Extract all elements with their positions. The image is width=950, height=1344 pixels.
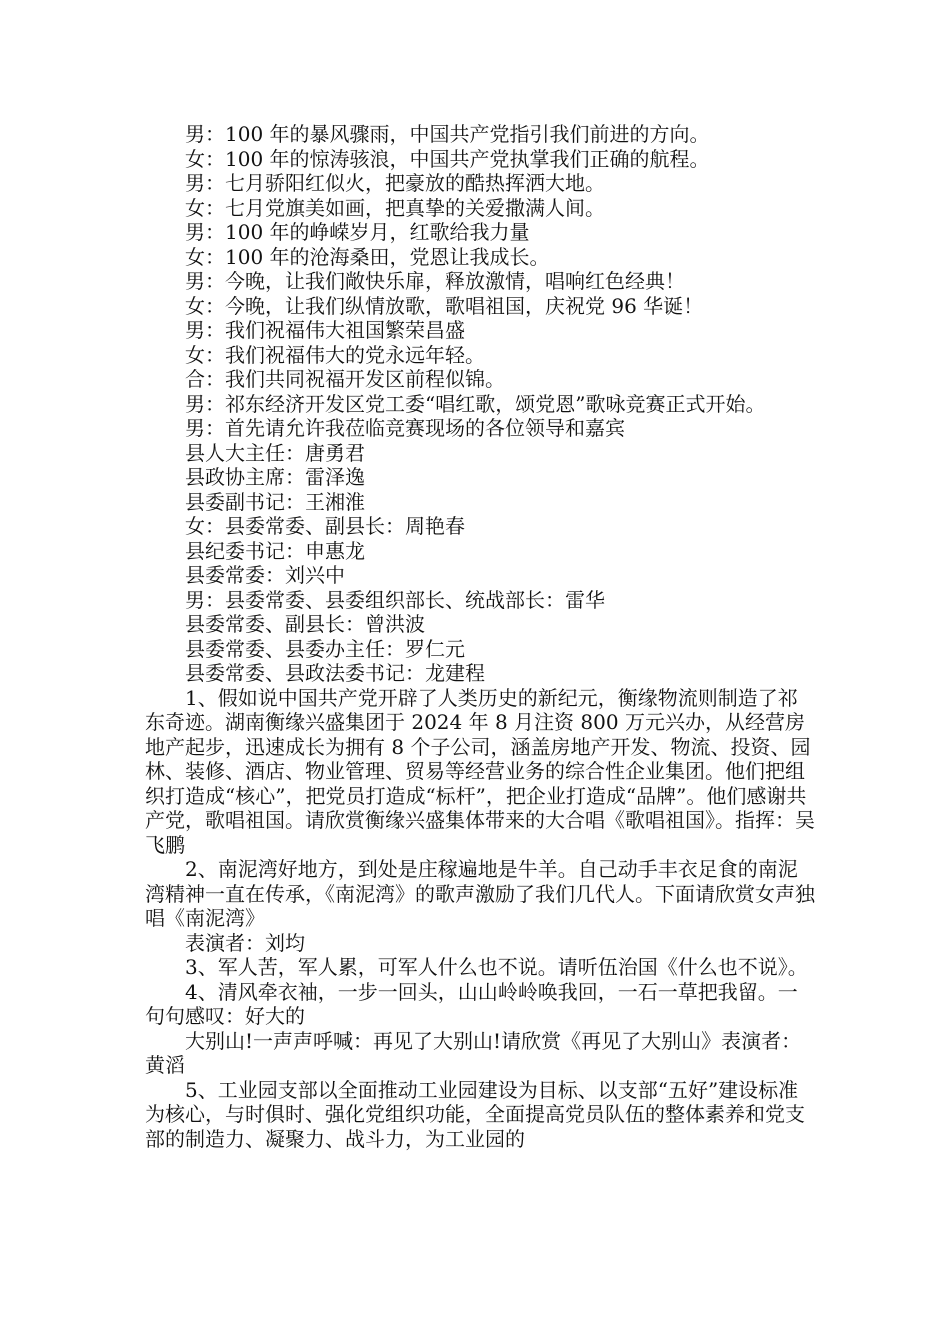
guest-line: 县委副书记：王湘淮: [185, 489, 365, 514]
paragraph: 男：七月骄阳红似火，把豪放的酷热挥洒大地。: [185, 171, 605, 195]
guest-line: 男：县委常委、县委组织部长、统战部长：雷华: [185, 587, 605, 612]
paragraph: 女：七月党旗美如画，把真挚的关爱撒满人间。: [185, 195, 605, 220]
paragraph: 女：100 年的惊涛骇浪，中国共产党执掌我们正确的航程。: [185, 146, 710, 171]
performer-line: 表演者：刘均: [185, 930, 305, 955]
paragraph: 男：今晚，让我们敞快乐扉，释放激情，唱响红色经典！: [185, 269, 685, 293]
program-item: 2、南泥湾好地方，到处是庄稼遍地是牛羊。自己动手丰衣足食的南泥湾精神一直在传承，《南泥湾》的歌声激励了我们几代人。下面请欣赏女声独唱《南泥湾》: [145, 857, 815, 930]
guest-line: 县委常委、县政法委书记：龙建程: [185, 661, 485, 685]
paragraph: 男：祁东经济开发区党工委“唱红歌，颂党恩”歌咏竞赛正式开始。: [185, 391, 766, 416]
guest-line: 县纪委书记：申惠龙: [185, 538, 365, 563]
paragraph: 男：100 年的暴风骤雨，中国共产党指引我们前进的方向。: [185, 122, 710, 146]
guest-line: 县委常委、县委办主任：罗仁元: [185, 636, 465, 661]
document-body: [145, 122, 817, 1151]
program-item: 1、假如说中国共产党开辟了人类历史的新纪元，衡缘物流则制造了祁东奇迹。湖南衡缘兴盛集团于 2024 年 8 月注资 800 万元兴办，从经营房地产起步，迅速成长为拥有 8 个子公司，涵盖房地产开发、物流、投资、园林、装修、酒店、物业管理、贸易等经营业务的综合性企业集团。他们把组织打造成“核心”，把党员打造成“标杆”，把企业打造成“品牌”。他们感谢共产党，歌唱祖国。请欣赏衡缘兴盛集体带来的大合唱《歌唱祖国》。指挥：吴飞鹏: [145, 685, 815, 857]
paragraph: 男：首先请允许我莅临竞赛现场的各位领导和嘉宾: [185, 416, 625, 440]
guest-line: 县政协主席：雷泽逸: [185, 465, 365, 489]
paragraph: 女：今晚，让我们纵情放歌，歌唱祖国，庆祝党 96 华诞！: [185, 293, 704, 318]
paragraph: 男：100 年的峥嵘岁月，红歌给我力量: [185, 220, 530, 244]
guest-line: 县委常委：刘兴中: [185, 563, 345, 587]
paragraph: 男：我们祝福伟大祖国繁荣昌盛: [185, 318, 465, 342]
paragraph: 女：我们祝福伟大的党永远年轻。: [185, 342, 485, 367]
program-item: 4、清风牵衣袖，一步一回头，山山岭岭唤我回，一石一草把我留。一句句感叹：好大的: [145, 979, 798, 1028]
program-item: 3、军人苦，军人累，可军人什么也不说。请听伍治国《什么也不说》。: [185, 955, 808, 979]
paragraph: 合：我们共同祝福开发区前程似锦。: [185, 367, 505, 391]
paragraph: 女：100 年的沧海桑田，党恩让我成长。: [185, 244, 550, 269]
guest-line: 县人大主任：唐勇君: [185, 440, 365, 465]
guest-line: 县委常委、副县长：曾洪波: [185, 612, 425, 636]
program-item: 大别山!一声声呼喊：再见了大别山!请欣赏《再见了大别山》表演者：黄滔: [145, 1028, 802, 1077]
program-item: 5、工业园支部以全面推动工业园建设为目标、以支部“五好”建设标准为核心，与时俱时、强化党组织功能，全面提高党员队伍的整体素养和党支部的制造力、凝聚力、战斗力，为工业园的: [145, 1077, 805, 1151]
guest-line: 女：县委常委、副县长：周艳春: [185, 514, 465, 538]
